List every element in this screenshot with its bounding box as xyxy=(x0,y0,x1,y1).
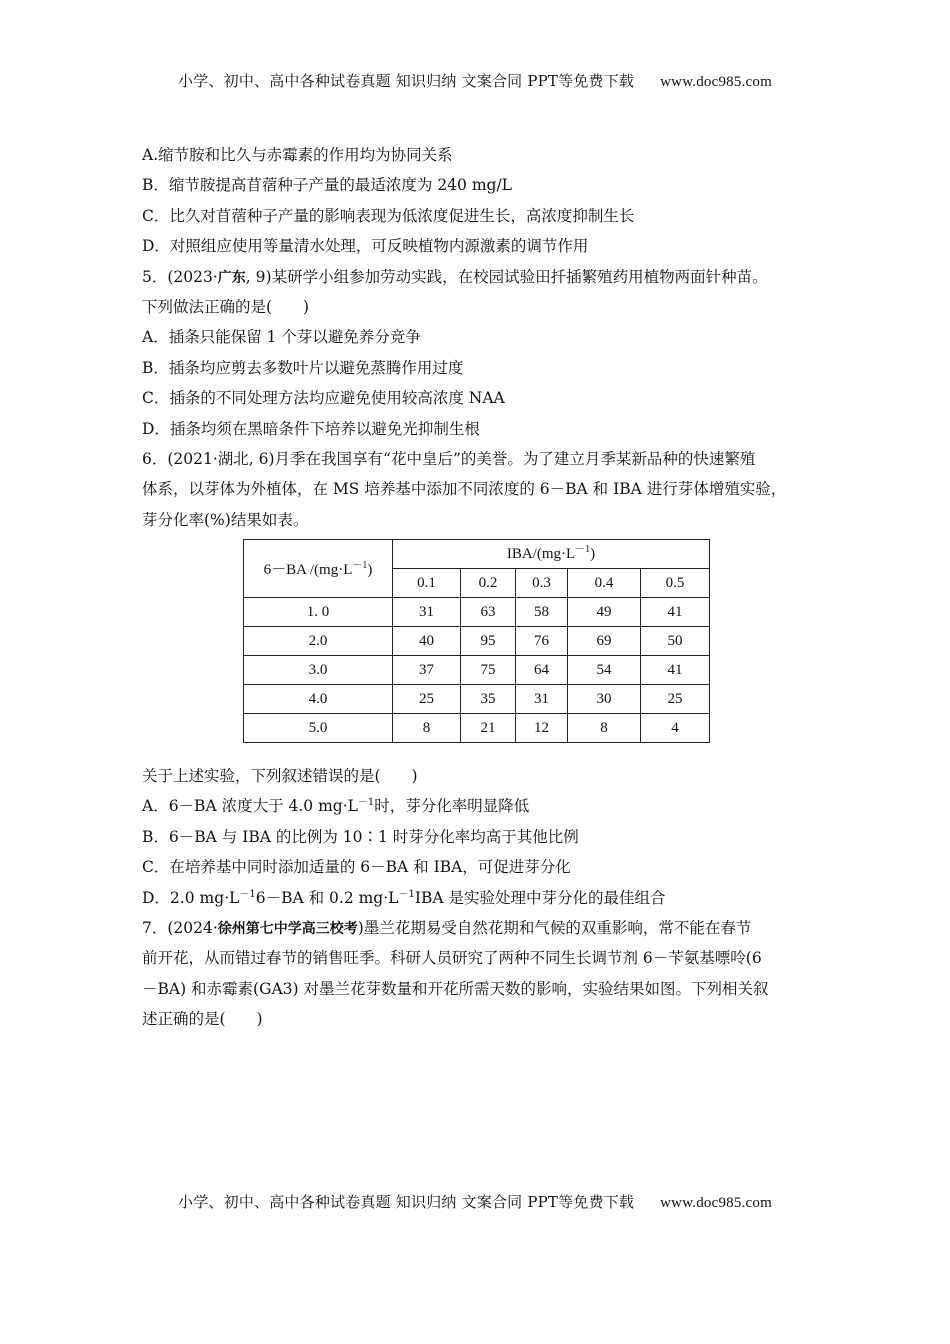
iba-level: 0.4 xyxy=(568,569,641,598)
q5-stem-line1: 5．(2023·广东, 9)某研学小组参加劳动实践，在校园试验田扦插繁殖药用植物两面针种苗。 xyxy=(142,267,768,286)
q7-stem-line3: －BA) 和赤霉素(GA3) 对墨兰花芽数量和开花所需天数的影响，实验结果如图。下列相关叙 xyxy=(142,979,769,998)
header-url[interactable]: www.doc985.com xyxy=(660,74,772,90)
ba-level: 4.0 xyxy=(244,685,393,714)
row-header-6ba: 6－BA $/(mg\cdot L^{-1})$ xyxy=(244,540,393,598)
table-cell: 63 xyxy=(461,598,516,627)
table-cell: 49 xyxy=(568,598,641,627)
table-cell: 95 xyxy=(461,627,516,656)
iba-level: 0.5 xyxy=(641,569,710,598)
iba-level: 0.2 xyxy=(461,569,516,598)
iba-level: 0.1 xyxy=(393,569,461,598)
table-cell: 41 xyxy=(641,656,710,685)
q5-option-b: B．插条均应剪去多数叶片以避免蒸腾作用过度 xyxy=(142,358,464,377)
ba-level: 1. 0 xyxy=(244,598,393,627)
q6-question-stem: 关于上述实验，下列叙述错误的是( ) xyxy=(142,767,418,786)
table-cell: 75 xyxy=(461,656,516,685)
table-cell: 64 xyxy=(516,656,568,685)
q5-source: 广东 xyxy=(217,269,246,286)
ba-level: 3.0 xyxy=(244,656,393,685)
ba-level: 5.0 xyxy=(244,714,393,743)
q6-stem-line2: 体系，以芽体为外植体，在 MS 培养基中添加不同浓度的 6－BA 和 IBA 进行芽体增殖实验， xyxy=(142,480,787,499)
table-cell: 12 xyxy=(516,714,568,743)
question-content xyxy=(142,140,822,1035)
table-cell: 25 xyxy=(641,685,710,714)
table-cell: 30 xyxy=(568,685,641,714)
table-cell: 31 xyxy=(393,598,461,627)
page-footer xyxy=(0,1191,950,1212)
footer-text: 小学、初中、高中各种试卷真题 知识归纳 文案合同 PPT等免费下载 xyxy=(178,1193,635,1211)
table-cell: 37 xyxy=(393,656,461,685)
table-cell: 54 xyxy=(568,656,641,685)
table-cell: 76 xyxy=(516,627,568,656)
table-cell: 58 xyxy=(516,598,568,627)
header-text: 小学、初中、高中各种试卷真题 知识归纳 文案合同 PPT等免费下载 xyxy=(178,72,635,90)
q4-option-a: A.缩节胺和比久与赤霉素的作用均为协同关系 xyxy=(142,146,453,164)
ba-level: 2.0 xyxy=(244,627,393,656)
q6-option-a: A．6－BA 浓度大于 4.0 $mg\cdot L^{-1}$时，芽分化率明显降低 xyxy=(142,797,530,816)
q4-option-d: D．对照组应使用等量清水处理，可反映植物内源激素的调节作用 xyxy=(142,237,589,256)
iba-level: 0.3 xyxy=(516,569,568,598)
table-cell: 8 xyxy=(393,714,461,743)
q6-stem-line1: 6．(2021·湖北, 6)月季在我国享有“花中皇后”的美誉。为了建立月季某新品种的快速繁殖 xyxy=(142,449,756,468)
table-row xyxy=(244,685,710,714)
q5-option-c: C．插条的不同处理方法均应避免使用较高浓度 NAA xyxy=(142,389,505,408)
table-cell: 25 xyxy=(393,685,461,714)
q5-option-d: D．插条均须在黑暗条件下培养以避免光抑制生根 xyxy=(142,419,480,438)
table-cell: 50 xyxy=(641,627,710,656)
differentiation-table xyxy=(243,539,710,743)
q7-source: 徐州第七中学高三校考 xyxy=(217,921,358,938)
table-cell: 41 xyxy=(641,598,710,627)
table-cell: 35 xyxy=(461,685,516,714)
q7-stem-line1: 7．(2024·徐州第七中学高三校考)墨兰花期易受自然花期和气候的双重影响，常不能在春节 xyxy=(142,919,752,938)
table-cell: 40 xyxy=(393,627,461,656)
table-row xyxy=(244,598,710,627)
col-header-iba: IBA/$(mg\cdot L^{-1})$ xyxy=(393,540,710,569)
table-cell: 8 xyxy=(568,714,641,743)
q7-stem-line4: 述正确的是( ) xyxy=(142,1010,263,1029)
q6-option-b: B．6－BA 与 IBA 的比例为 10∶1 时芽分化率均高于其他比例 xyxy=(142,827,579,846)
q6-option-c: C．在培养基中同时添加适量的 6－BA 和 IBA，可促进芽分化 xyxy=(142,858,571,877)
table-row xyxy=(244,714,710,743)
table-row xyxy=(244,656,710,685)
q5-option-a: A．插条只能保留 1 个芽以避免养分竞争 xyxy=(142,328,421,347)
footer-url[interactable]: www.doc985.com xyxy=(660,1195,772,1211)
page-header xyxy=(0,70,950,91)
q7-stem-line2: 前开花，从而错过春节的销售旺季。科研人员研究了两种不同生长调节剂 6－苄氨基嘌呤(6 xyxy=(142,949,762,968)
q6-stem-line3: 芽分化率(%)结果如表。 xyxy=(142,510,309,529)
q5-stem-line2: 下列做法正确的是( ) xyxy=(142,297,310,316)
table-row xyxy=(244,627,710,656)
table-cell: 21 xyxy=(461,714,516,743)
table-cell: 69 xyxy=(568,627,641,656)
q4-option-c: C．比久对苜蓿种子产量的影响表现为低浓度促进生长，高浓度抑制生长 xyxy=(142,206,635,225)
q4-option-b: B．缩节胺提高苜蓿种子产量的最适浓度为 240 mg/L xyxy=(142,176,512,195)
table-cell: 4 xyxy=(641,714,710,743)
table-cell: 31 xyxy=(516,685,568,714)
q6-option-d: D．2.0 $mg\cdot L^{-1}6-BA$ 和 0.2 $mg\cdot L^{-1}IBA$ 是实验处理中芽分化的最佳组合 xyxy=(142,888,666,907)
